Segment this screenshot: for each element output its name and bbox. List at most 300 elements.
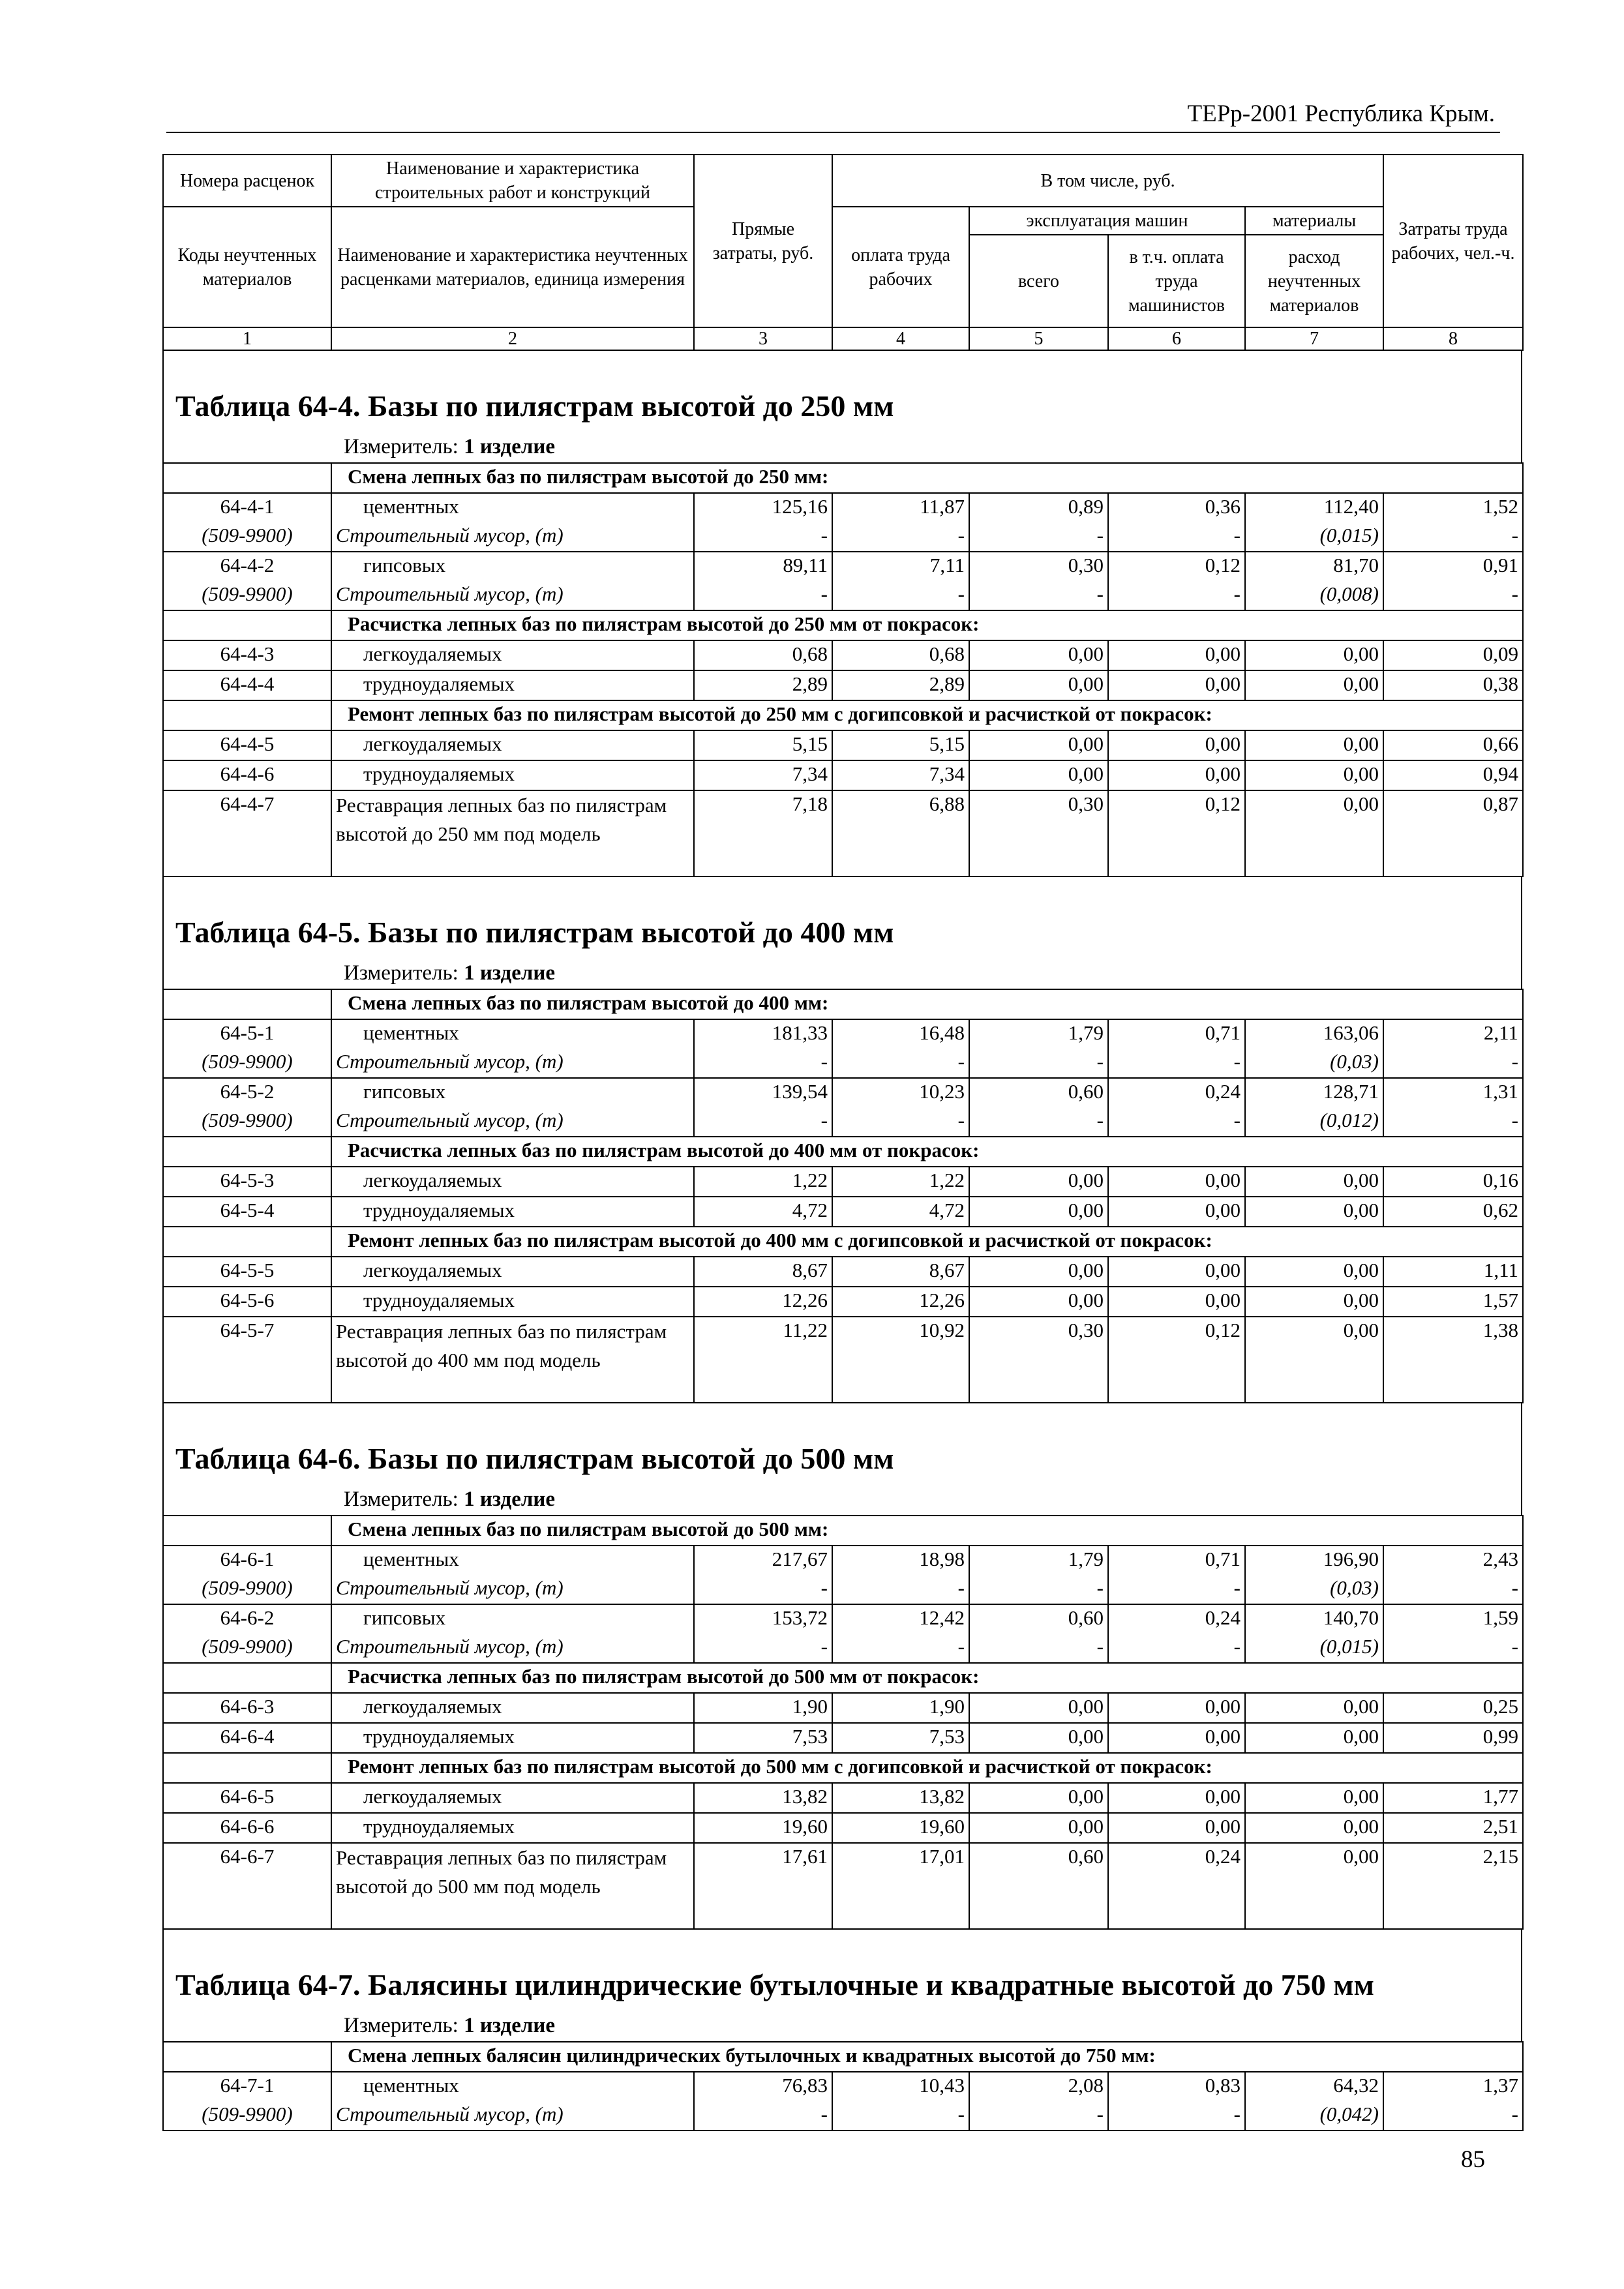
value-c6: 0,24 <box>1108 1604 1245 1634</box>
rates-table <box>162 462 1524 877</box>
material-c5: - <box>969 581 1108 610</box>
table-row <box>163 1813 1523 1843</box>
value-c6: 0,00 <box>1108 1783 1245 1813</box>
value-c3: 217,67 <box>694 1546 832 1575</box>
value-c4: 8,67 <box>832 1257 969 1287</box>
measure-label: Измеритель: <box>344 2014 459 2037</box>
header-group: В том числе, руб. <box>832 155 1383 207</box>
value-c4: 12,42 <box>832 1604 969 1634</box>
value-c8: 2,15 <box>1383 1843 1523 1929</box>
value-c5: 0,00 <box>969 1197 1108 1227</box>
value-c6: 0,00 <box>1108 1257 1245 1287</box>
measure-label: Измеритель: <box>344 961 459 985</box>
value-c7: 0,00 <box>1245 1317 1383 1403</box>
table-title: Таблица 64-7. Балясины цилиндрические бутылочные и квадратные высотой до 750 мм <box>175 1968 1374 2001</box>
value-c4: 2,89 <box>832 670 969 700</box>
value-c6: 0,00 <box>1108 1287 1245 1317</box>
material-row <box>163 522 1523 552</box>
value-c7: 140,70 <box>1245 1604 1383 1634</box>
value-c8: 0,66 <box>1383 730 1523 760</box>
material-row <box>163 2101 1523 2131</box>
value-c8: 0,99 <box>1383 1723 1523 1753</box>
material-name: Строительный мусор, (т) <box>331 1107 694 1137</box>
header-materials: материалы <box>1245 207 1383 235</box>
material-row <box>163 1107 1523 1137</box>
table-row <box>163 790 1523 876</box>
section-heading: Смена лепных баз по пилястрам высотой до 400 мм: <box>331 989 1523 1019</box>
table-row <box>163 1723 1523 1753</box>
section-heading: Смена лепных баз по пилястрам высотой до 250 мм: <box>331 463 1523 493</box>
value-c4: 7,11 <box>832 552 969 581</box>
material-code: (509-9900) <box>163 1107 331 1137</box>
rate-code: 64-4-5 <box>163 730 331 760</box>
material-c3: - <box>694 522 832 552</box>
table-row <box>163 1783 1523 1813</box>
column-number: 2 <box>331 327 694 350</box>
value-c8: 2,11 <box>1383 1019 1523 1049</box>
material-c7: (0,042) <box>1245 2101 1383 2131</box>
column-header-table <box>162 154 1524 351</box>
rate-code: 64-5-3 <box>163 1167 331 1197</box>
rate-code: 64-5-1 <box>163 1019 331 1049</box>
rate-code: 64-6-5 <box>163 1783 331 1813</box>
rates-table <box>162 1515 1524 1930</box>
rates-table <box>162 989 1524 1403</box>
value-c8: 1,59 <box>1383 1604 1523 1634</box>
value-c6: 0,12 <box>1108 790 1245 876</box>
material-code: (509-9900) <box>163 2101 331 2131</box>
table-row <box>163 670 1523 700</box>
material-row <box>163 1049 1523 1078</box>
value-c8: 0,25 <box>1383 1693 1523 1723</box>
value-c7: 64,32 <box>1245 2072 1383 2101</box>
material-c4: - <box>832 2101 969 2131</box>
measure-label: Измеритель: <box>344 1488 459 1511</box>
material-c3: - <box>694 2101 832 2131</box>
rate-code: 64-6-1 <box>163 1546 331 1575</box>
column-number: 6 <box>1108 327 1245 350</box>
value-c5: 0,00 <box>969 730 1108 760</box>
value-c5: 2,08 <box>969 2072 1108 2101</box>
material-c4: - <box>832 1634 969 1663</box>
value-c6: 0,12 <box>1108 552 1245 581</box>
table-title: Таблица 64-6. Базы по пилястрам высотой до 500 мм <box>175 1442 894 1475</box>
table-row <box>163 1843 1523 1929</box>
header-col6: в т.ч. оплата труда машинистов <box>1108 235 1245 327</box>
work-name: Реставрация лепных баз по пилястрам высотой до 500 мм под модель <box>331 1843 694 1929</box>
material-name: Строительный мусор, (т) <box>331 522 694 552</box>
section-heading: Ремонт лепных баз по пилястрам высотой до 400 мм с догипсовкой и расчисткой от покрасок: <box>331 1227 1523 1257</box>
rate-code: 64-4-7 <box>163 790 331 876</box>
rate-code: 64-4-6 <box>163 760 331 790</box>
value-c5: 0,30 <box>969 1317 1108 1403</box>
document-body <box>162 154 1522 2131</box>
table-block <box>162 351 1522 462</box>
header-col8: Затраты труда рабочих, чел.-ч. <box>1383 155 1523 327</box>
value-c8: 2,43 <box>1383 1546 1523 1575</box>
page-header <box>166 98 1500 133</box>
material-c5: - <box>969 1575 1108 1604</box>
value-c5: 0,00 <box>969 1167 1108 1197</box>
value-c6: 0,83 <box>1108 2072 1245 2101</box>
value-c7: 0,00 <box>1245 1783 1383 1813</box>
material-row <box>163 581 1523 610</box>
material-c8: - <box>1383 1575 1523 1604</box>
material-c6: - <box>1108 581 1245 610</box>
column-number: 5 <box>969 327 1108 350</box>
value-c5: 0,00 <box>969 1693 1108 1723</box>
table-row <box>163 640 1523 670</box>
document-title: ТЕРр-2001 Республика Крым. <box>1187 100 1495 127</box>
material-c5: - <box>969 2101 1108 2131</box>
table-row <box>163 1604 1523 1634</box>
column-number: 8 <box>1383 327 1523 350</box>
value-c3: 8,67 <box>694 1257 832 1287</box>
value-c8: 1,37 <box>1383 2072 1523 2101</box>
work-name: легкоудаляемых <box>331 730 694 760</box>
section-heading: Ремонт лепных баз по пилястрам высотой до 250 мм с догипсовкой и расчисткой от покрасок: <box>331 700 1523 730</box>
material-c7: (0,015) <box>1245 522 1383 552</box>
work-name: легкоудаляемых <box>331 1783 694 1813</box>
work-name: гипсовых <box>331 1604 694 1634</box>
value-c8: 0,91 <box>1383 552 1523 581</box>
value-c4: 10,92 <box>832 1317 969 1403</box>
rate-code: 64-4-2 <box>163 552 331 581</box>
material-c8: - <box>1383 522 1523 552</box>
work-name: цементных <box>331 493 694 522</box>
material-c8: - <box>1383 581 1523 610</box>
material-c4: - <box>832 1575 969 1604</box>
section-heading: Расчистка лепных баз по пилястрам высотой до 500 мм от покрасок: <box>331 1663 1523 1693</box>
header-col5: всего <box>969 235 1108 327</box>
rate-code: 64-7-1 <box>163 2072 331 2101</box>
value-c3: 1,90 <box>694 1693 832 1723</box>
value-c4: 10,43 <box>832 2072 969 2101</box>
section-heading: Расчистка лепных баз по пилястрам высотой до 250 мм от покрасок: <box>331 610 1523 640</box>
value-c3: 1,22 <box>694 1167 832 1197</box>
value-c5: 0,00 <box>969 670 1108 700</box>
rate-code: 64-6-4 <box>163 1723 331 1753</box>
material-code: (509-9900) <box>163 1634 331 1663</box>
value-c4: 12,26 <box>832 1287 969 1317</box>
header-machines: эксплуатация машин <box>969 207 1245 235</box>
material-c8: - <box>1383 1107 1523 1137</box>
value-c3: 13,82 <box>694 1783 832 1813</box>
material-c8: - <box>1383 1634 1523 1663</box>
value-c4: 10,23 <box>832 1078 969 1107</box>
rate-code: 64-5-5 <box>163 1257 331 1287</box>
value-c4: 4,72 <box>832 1197 969 1227</box>
value-c7: 0,00 <box>1245 670 1383 700</box>
material-c4: - <box>832 581 969 610</box>
value-c7: 0,00 <box>1245 1197 1383 1227</box>
value-c8: 0,09 <box>1383 640 1523 670</box>
value-c5: 1,79 <box>969 1019 1108 1049</box>
material-c5: - <box>969 522 1108 552</box>
material-c3: - <box>694 1634 832 1663</box>
value-c3: 181,33 <box>694 1019 832 1049</box>
value-c6: 0,00 <box>1108 1693 1245 1723</box>
work-name: трудноудаляемых <box>331 1197 694 1227</box>
material-c8: - <box>1383 1049 1523 1078</box>
work-name: трудноудаляемых <box>331 1287 694 1317</box>
value-c6: 0,24 <box>1108 1843 1245 1929</box>
rate-code: 64-6-7 <box>163 1843 331 1929</box>
value-c4: 16,48 <box>832 1019 969 1049</box>
work-name: Реставрация лепных баз по пилястрам высотой до 400 мм под модель <box>331 1317 694 1403</box>
value-c3: 12,26 <box>694 1287 832 1317</box>
value-c7: 0,00 <box>1245 640 1383 670</box>
material-code: (509-9900) <box>163 581 331 610</box>
material-row <box>163 1634 1523 1663</box>
value-c4: 1,90 <box>832 1693 969 1723</box>
material-c3: - <box>694 1575 832 1604</box>
column-number: 3 <box>694 327 832 350</box>
value-c5: 1,79 <box>969 1546 1108 1575</box>
value-c7: 0,00 <box>1245 1257 1383 1287</box>
table-row <box>163 1197 1523 1227</box>
material-c6: - <box>1108 1634 1245 1663</box>
value-c8: 2,51 <box>1383 1813 1523 1843</box>
value-c7: 163,06 <box>1245 1019 1383 1049</box>
value-c7: 0,00 <box>1245 1693 1383 1723</box>
value-c8: 0,16 <box>1383 1167 1523 1197</box>
value-c6: 0,00 <box>1108 1197 1245 1227</box>
value-c4: 5,15 <box>832 730 969 760</box>
value-c3: 17,61 <box>694 1843 832 1929</box>
rate-code: 64-5-4 <box>163 1197 331 1227</box>
value-c6: 0,71 <box>1108 1546 1245 1575</box>
value-c7: 0,00 <box>1245 1813 1383 1843</box>
table-row <box>163 2072 1523 2101</box>
value-c7: 196,90 <box>1245 1546 1383 1575</box>
work-name: легкоудаляемых <box>331 640 694 670</box>
table-title: Таблица 64-5. Базы по пилястрам высотой до 400 мм <box>175 916 894 949</box>
material-c4: - <box>832 522 969 552</box>
value-c3: 89,11 <box>694 552 832 581</box>
measure-label: Измеритель: <box>344 435 459 458</box>
material-c4: - <box>832 1107 969 1137</box>
rate-code: 64-4-3 <box>163 640 331 670</box>
work-name: трудноудаляемых <box>331 1723 694 1753</box>
work-name: цементных <box>331 2072 694 2101</box>
value-c3: 125,16 <box>694 493 832 522</box>
rate-code: 64-6-6 <box>163 1813 331 1843</box>
value-c7: 0,00 <box>1245 730 1383 760</box>
value-c5: 0,00 <box>969 640 1108 670</box>
header-col2-top: Наименование и характеристика строительных работ и конструкций <box>331 155 694 207</box>
value-c7: 0,00 <box>1245 1723 1383 1753</box>
work-name: легкоудаляемых <box>331 1257 694 1287</box>
page-number: 85 <box>1461 2146 1485 2173</box>
value-c4: 19,60 <box>832 1813 969 1843</box>
column-number: 7 <box>1245 327 1383 350</box>
value-c3: 153,72 <box>694 1604 832 1634</box>
value-c3: 0,68 <box>694 640 832 670</box>
table-row <box>163 1546 1523 1575</box>
material-code: (509-9900) <box>163 522 331 552</box>
value-c4: 11,87 <box>832 493 969 522</box>
table-block <box>162 1403 1522 1515</box>
material-c7: (0,008) <box>1245 581 1383 610</box>
value-c5: 0,60 <box>969 1078 1108 1107</box>
material-name: Строительный мусор, (т) <box>331 1634 694 1663</box>
value-c5: 0,00 <box>969 1813 1108 1843</box>
section-heading: Ремонт лепных баз по пилястрам высотой до 500 мм с догипсовкой и расчисткой от покрасок: <box>331 1753 1523 1783</box>
material-c3: - <box>694 1107 832 1137</box>
table-measure <box>164 426 1521 462</box>
value-c8: 1,52 <box>1383 493 1523 522</box>
material-c5: - <box>969 1107 1108 1137</box>
table-measure <box>164 952 1521 989</box>
value-c8: 1,38 <box>1383 1317 1523 1403</box>
material-c5: - <box>969 1634 1108 1663</box>
section-heading: Смена лепных баз по пилястрам высотой до 500 мм: <box>331 1516 1523 1546</box>
value-c3: 4,72 <box>694 1197 832 1227</box>
rate-code: 64-6-2 <box>163 1604 331 1634</box>
value-c7: 0,00 <box>1245 1843 1383 1929</box>
material-c7: (0,03) <box>1245 1575 1383 1604</box>
column-number: 4 <box>832 327 969 350</box>
work-name: трудноудаляемых <box>331 670 694 700</box>
work-name: Реставрация лепных баз по пилястрам высотой до 250 мм под модель <box>331 790 694 876</box>
material-code: (509-9900) <box>163 1575 331 1604</box>
header-col3: Прямые затраты, руб. <box>694 155 832 327</box>
value-c3: 2,89 <box>694 670 832 700</box>
value-c5: 0,30 <box>969 790 1108 876</box>
value-c5: 0,00 <box>969 760 1108 790</box>
table-block <box>162 1930 1522 2041</box>
value-c7: 0,00 <box>1245 1167 1383 1197</box>
value-c7: 0,00 <box>1245 790 1383 876</box>
value-c5: 0,00 <box>969 1257 1108 1287</box>
material-c6: - <box>1108 1107 1245 1137</box>
column-number: 1 <box>163 327 331 350</box>
material-c7: (0,015) <box>1245 1634 1383 1663</box>
value-c6: 0,00 <box>1108 670 1245 700</box>
material-name: Строительный мусор, (т) <box>331 1575 694 1604</box>
value-c5: 0,00 <box>969 1287 1108 1317</box>
header-col1-top: Номера расценок <box>163 155 331 207</box>
material-c8: - <box>1383 2101 1523 2131</box>
value-c4: 13,82 <box>832 1783 969 1813</box>
material-name: Строительный мусор, (т) <box>331 2101 694 2131</box>
rate-code: 64-5-2 <box>163 1078 331 1107</box>
value-c6: 0,00 <box>1108 1723 1245 1753</box>
value-c8: 1,11 <box>1383 1257 1523 1287</box>
value-c8: 0,87 <box>1383 790 1523 876</box>
header-col7: расход неучтенных материалов <box>1245 235 1383 327</box>
table-row <box>163 1078 1523 1107</box>
value-c6: 0,00 <box>1108 1167 1245 1197</box>
value-c4: 7,34 <box>832 760 969 790</box>
value-c8: 1,77 <box>1383 1783 1523 1813</box>
value-c3: 19,60 <box>694 1813 832 1843</box>
table-row <box>163 1019 1523 1049</box>
value-c4: 6,88 <box>832 790 969 876</box>
measure-value: 1 изделие <box>464 961 556 985</box>
table-row <box>163 1257 1523 1287</box>
measure-value: 1 изделие <box>464 435 556 458</box>
rate-code: 64-5-7 <box>163 1317 331 1403</box>
header-col4: оплата труда рабочих <box>832 207 969 327</box>
table-measure <box>164 2005 1521 2041</box>
work-name: трудноудаляемых <box>331 1813 694 1843</box>
material-c7: (0,012) <box>1245 1107 1383 1137</box>
value-c3: 11,22 <box>694 1317 832 1403</box>
material-c6: - <box>1108 1575 1245 1604</box>
material-name: Строительный мусор, (т) <box>331 1049 694 1078</box>
value-c7: 0,00 <box>1245 1287 1383 1317</box>
value-c4: 17,01 <box>832 1843 969 1929</box>
value-c5: 0,60 <box>969 1604 1108 1634</box>
value-c8: 0,62 <box>1383 1197 1523 1227</box>
material-c6: - <box>1108 2101 1245 2131</box>
table-row <box>163 1167 1523 1197</box>
rate-tables <box>162 351 1522 2131</box>
table-block <box>162 877 1522 989</box>
material-c4: - <box>832 1049 969 1078</box>
work-name: гипсовых <box>331 1078 694 1107</box>
rates-table <box>162 2041 1524 2131</box>
header-col2-bottom: Наименование и характеристика неучтенных расценками материалов, единица измерения <box>331 207 694 327</box>
table-row <box>163 730 1523 760</box>
material-code: (509-9900) <box>163 1049 331 1078</box>
material-c6: - <box>1108 522 1245 552</box>
value-c5: 0,30 <box>969 552 1108 581</box>
material-c5: - <box>969 1049 1108 1078</box>
table-row <box>163 552 1523 581</box>
value-c3: 139,54 <box>694 1078 832 1107</box>
value-c5: 0,00 <box>969 1723 1108 1753</box>
value-c6: 0,36 <box>1108 493 1245 522</box>
table-title: Таблица 64-4. Базы по пилястрам высотой до 250 мм <box>175 389 894 423</box>
value-c3: 5,15 <box>694 730 832 760</box>
table-row <box>163 760 1523 790</box>
value-c4: 18,98 <box>832 1546 969 1575</box>
value-c3: 7,53 <box>694 1723 832 1753</box>
value-c7: 81,70 <box>1245 552 1383 581</box>
value-c6: 0,00 <box>1108 640 1245 670</box>
value-c5: 0,60 <box>969 1843 1108 1929</box>
table-row <box>163 493 1523 522</box>
measure-value: 1 изделие <box>464 2014 556 2037</box>
section-heading: Смена лепных балясин цилиндрических бутылочных и квадратных высотой до 750 мм: <box>331 2042 1523 2072</box>
rate-code: 64-4-1 <box>163 493 331 522</box>
measure-value: 1 изделие <box>464 1488 556 1511</box>
value-c3: 76,83 <box>694 2072 832 2101</box>
material-c7: (0,03) <box>1245 1049 1383 1078</box>
material-row <box>163 1575 1523 1604</box>
value-c6: 0,24 <box>1108 1078 1245 1107</box>
work-name: трудноудаляемых <box>331 760 694 790</box>
material-name: Строительный мусор, (т) <box>331 581 694 610</box>
work-name: цементных <box>331 1019 694 1049</box>
work-name: легкоудаляемых <box>331 1167 694 1197</box>
header-col1-bottom: Коды неучтенных материалов <box>163 207 331 327</box>
table-row <box>163 1287 1523 1317</box>
value-c6: 0,00 <box>1108 730 1245 760</box>
table-measure <box>164 1478 1521 1515</box>
rate-code: 64-4-4 <box>163 670 331 700</box>
value-c8: 0,38 <box>1383 670 1523 700</box>
rate-code: 64-6-3 <box>163 1693 331 1723</box>
value-c6: 0,00 <box>1108 1813 1245 1843</box>
value-c7: 128,71 <box>1245 1078 1383 1107</box>
value-c5: 0,00 <box>969 1783 1108 1813</box>
value-c6: 0,12 <box>1108 1317 1245 1403</box>
value-c8: 1,57 <box>1383 1287 1523 1317</box>
